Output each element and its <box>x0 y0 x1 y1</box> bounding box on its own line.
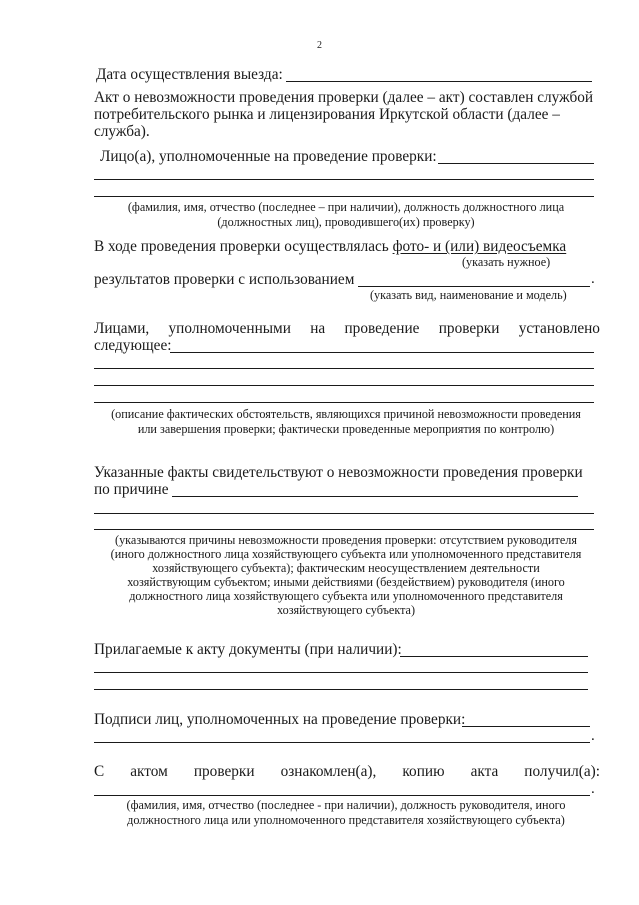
ack-word: С <box>94 763 105 780</box>
findings-word: на <box>310 320 326 337</box>
equipment-caption: (указать вид, наименование и модель) <box>370 288 567 302</box>
inspectors-label: Лицо(а), уполномоченные на проведение проверки: <box>100 148 437 165</box>
ack-word: получил(а): <box>524 763 600 780</box>
departure-date-label: Дата осуществления выезда: <box>96 66 283 83</box>
reason-label: по причине <box>94 481 169 498</box>
equipment-line[interactable] <box>358 286 590 287</box>
period: . <box>591 271 595 287</box>
facts-statement: Указанные факты свидетельствуют о невозможности проведения проверки <box>94 464 583 481</box>
act-paragraph-line-3: служба). <box>94 123 150 140</box>
reason-caption: (иного должностного лица хозяйствующего субъекта или уполномоченного представителя <box>110 547 582 561</box>
acknowledgement-statement <box>94 763 600 780</box>
signatures-line[interactable] <box>94 742 590 743</box>
period: . <box>591 728 595 744</box>
ack-word: ознакомлен(а), <box>280 763 377 780</box>
inspectors-caption: (фамилия, имя, отчество (последнее – при наличии), должность должностного лица <box>127 200 565 214</box>
inspectors-caption: (должностных лиц), проводившего(их) проверку) <box>217 215 475 229</box>
reason-line[interactable] <box>94 513 594 514</box>
acknowledgement-line[interactable] <box>94 795 590 796</box>
act-paragraph-text: потребительского рынка и лицензирования Иркутской области (далее – <box>94 106 560 123</box>
reason-line[interactable] <box>94 529 594 530</box>
findings-caption: (описание фактических обстоятельств, являющихся причиной невозможности проведения <box>111 407 581 421</box>
inspectors-line[interactable] <box>94 179 594 180</box>
attached-documents-line[interactable] <box>94 672 588 673</box>
findings-line[interactable] <box>94 385 594 386</box>
photo-video-statement <box>94 238 566 255</box>
findings-word: установлено <box>518 320 600 337</box>
reason-line[interactable] <box>172 496 578 497</box>
photo-video-option[interactable]: фото- и (или) видеосъемка <box>392 238 567 255</box>
findings-line-1 <box>94 320 600 337</box>
attached-documents-line[interactable] <box>94 689 588 690</box>
ack-word: проверки <box>193 763 255 780</box>
findings-word: уполномоченными <box>168 320 291 337</box>
reason-caption: хозяйствующего субъекта) <box>276 603 416 617</box>
reason-caption: хозяйствующим субъектом; иными действиями (бездействием) руководителя (иного <box>127 575 565 589</box>
acknowledgement-caption: (фамилия, имя, отчество (последнее - при наличии), должность руководителя, иного <box>126 798 566 812</box>
departure-date-line[interactable] <box>286 81 592 82</box>
attached-documents-line[interactable] <box>400 656 588 657</box>
findings-continuation: следующее: <box>94 337 172 354</box>
signatures-line[interactable] <box>462 726 590 727</box>
findings-word: проверки <box>438 320 500 337</box>
act-paragraph-line-2 <box>94 106 600 123</box>
attached-documents-label: Прилагаемые к акту документы (при наличии): <box>94 641 402 658</box>
photo-video-caption: (указать нужное) <box>462 255 551 269</box>
findings-line[interactable] <box>94 368 594 369</box>
page-number: 2 <box>317 40 322 51</box>
period: . <box>591 781 595 797</box>
findings-word: Лицами, <box>94 320 150 337</box>
ack-word: копию <box>402 763 445 780</box>
ack-word: акта <box>470 763 499 780</box>
results-label: результатов проверки с использованием <box>94 271 355 288</box>
act-paragraph-line-1 <box>94 89 600 106</box>
inspectors-line[interactable] <box>438 163 594 164</box>
act-paragraph-text: Акт о невозможности проведения проверки (далее – акт) составлен службой <box>94 89 594 106</box>
reason-caption: должностного лица хозяйствующего субъекта или уполномоченного представителя <box>129 589 563 603</box>
inspectors-line[interactable] <box>94 196 594 197</box>
ack-word: актом <box>130 763 168 780</box>
signatures-label: Подписи лиц, уполномоченных на проведение проверки: <box>94 711 466 728</box>
findings-caption: или завершения проверки; фактически проведенные мероприятия по контролю) <box>137 422 555 436</box>
reason-caption: (указываются причины невозможности проведения проверки: отсутствием руководителя <box>115 533 577 547</box>
acknowledgement-caption: должностного лица или уполномоченного представителя хозяйствующего субъекта) <box>127 813 565 827</box>
findings-line[interactable] <box>94 402 594 403</box>
findings-word: проведение <box>344 320 420 337</box>
photo-video-prefix: В ходе проведения проверки осуществлялась <box>94 238 393 255</box>
reason-caption: хозяйствующего субъекта); фактическим неосуществлением деятельности <box>152 561 540 575</box>
findings-line[interactable] <box>170 352 594 353</box>
